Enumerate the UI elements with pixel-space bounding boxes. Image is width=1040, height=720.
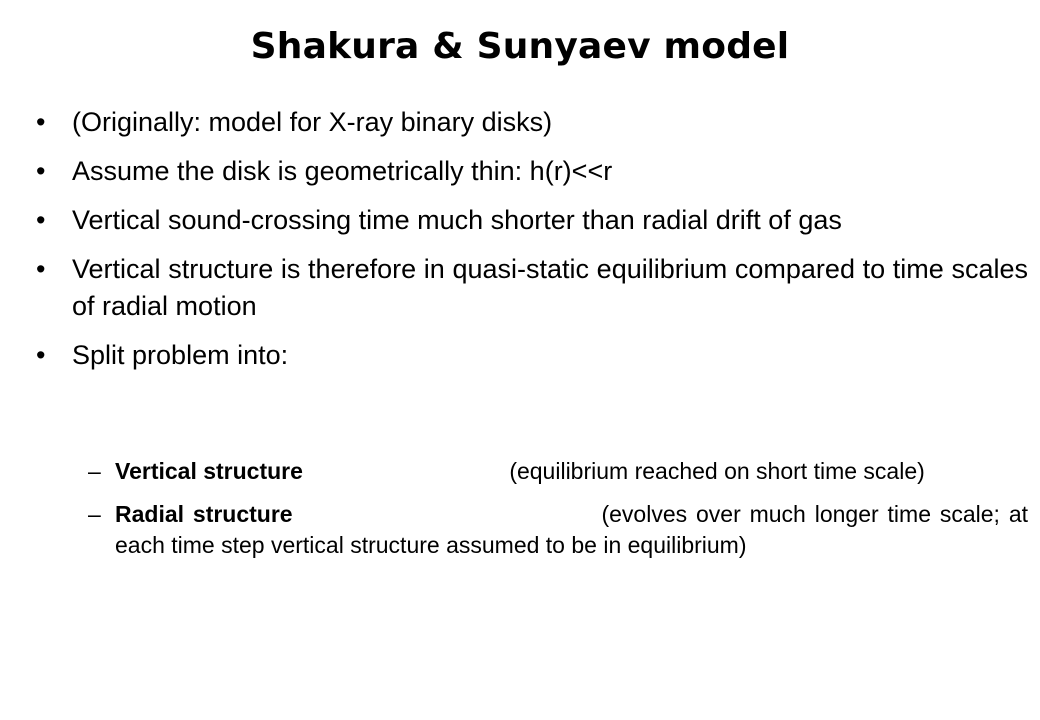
bullet-item: [28, 337, 1028, 374]
bullet-item: [28, 251, 1028, 325]
sub-bullet-list: [28, 456, 1028, 573]
bullet-text: Split problem into:: [72, 340, 289, 370]
sub-bullet-heading: Vertical structure: [115, 458, 303, 484]
bullet-item: [28, 202, 1028, 239]
dash-marker: –: [88, 501, 101, 527]
bullet-marker: •: [36, 107, 46, 137]
dash-marker: –: [88, 458, 101, 484]
bullet-item: [28, 104, 1028, 141]
slide-title: Shakura & Sunyaev model: [250, 26, 790, 67]
bullet-item: [28, 153, 1028, 190]
bullet-marker: •: [36, 340, 46, 370]
bullet-text: Vertical sound-crossing time much shorter than radial drift of gas: [72, 205, 842, 235]
bullet-text: Assume the disk is geometrically thin: h(r)<<r: [72, 156, 613, 186]
sub-bullet-heading: Radial structure: [115, 501, 293, 527]
sub-bullet-description: (equilibrium reached on short time scale): [509, 458, 925, 484]
bullet-marker: •: [36, 205, 46, 235]
sub-bullet-description: (evolves over much longer time scale; at each time step vertical structure assumed to be in equilibrium): [115, 501, 1028, 558]
bullet-text: Vertical structure is therefore in quasi-static equilibrium compared to time scales of radial motion: [72, 254, 1028, 321]
sub-bullet-item: [28, 499, 1028, 561]
bullet-list: [28, 104, 1028, 386]
sub-bullet-item: [28, 456, 1028, 487]
bullet-marker: •: [36, 156, 46, 186]
bullet-text: (Originally: model for X-ray binary disks): [72, 107, 553, 137]
bullet-marker: •: [36, 254, 46, 284]
